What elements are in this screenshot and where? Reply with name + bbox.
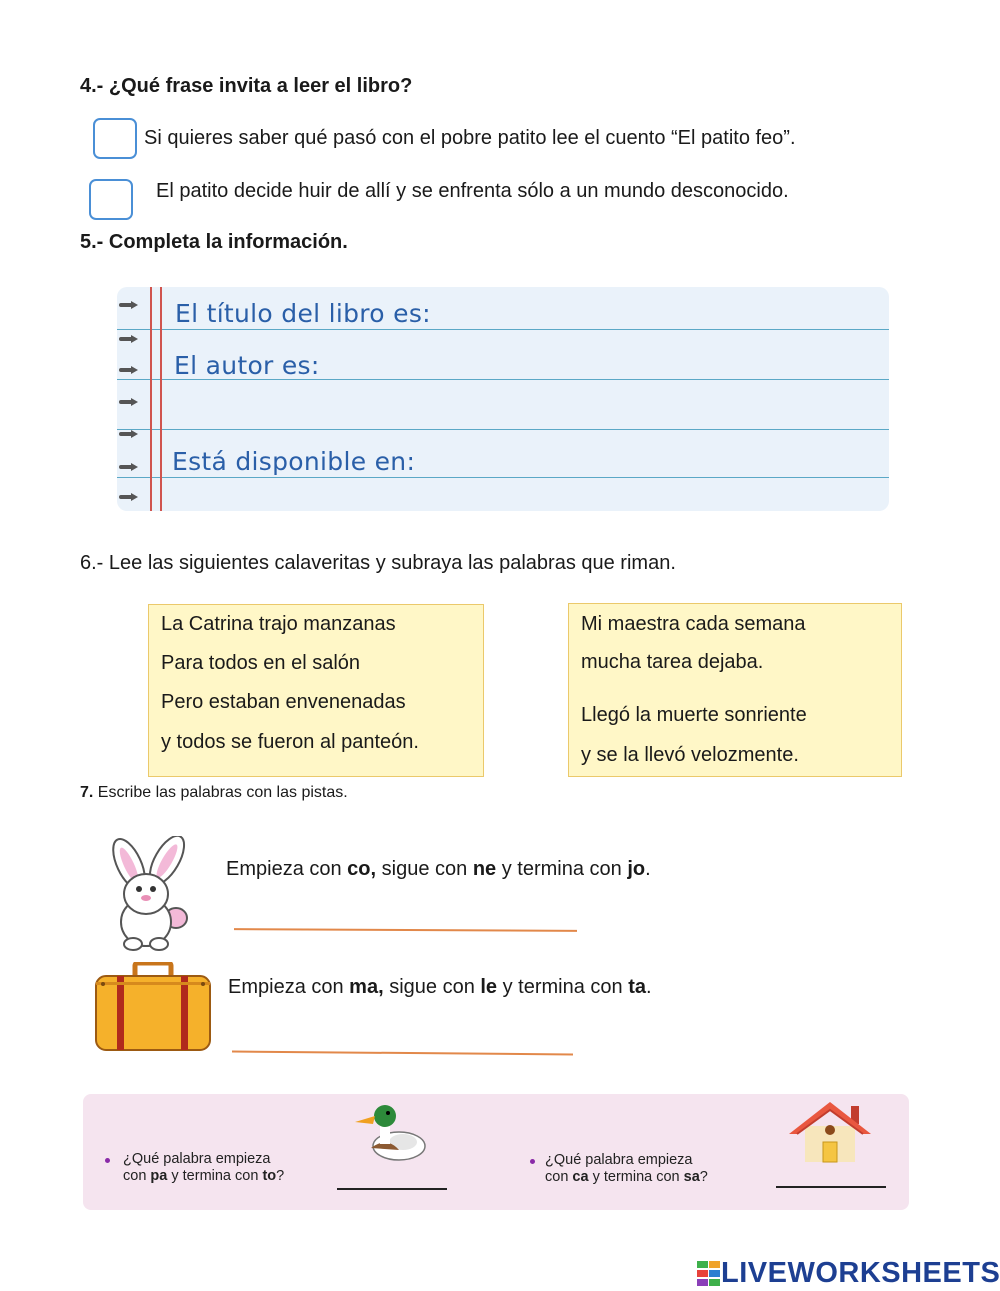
duck-icon	[347, 1102, 427, 1164]
poem-1-line[interactable]: La Catrina trajo manzanas	[161, 613, 396, 635]
poem-1-line[interactable]: y todos se fueron al panteón.	[161, 731, 419, 753]
option-1-text: Si quieres saber qué pasó con el pobre patito lee el cuento “El patito feo”.	[144, 127, 796, 149]
spiral-hole-icon	[119, 398, 139, 406]
poem-2-line[interactable]: Llegó la muerte sonriente	[581, 704, 807, 726]
riddle-1-answer-line[interactable]	[337, 1188, 447, 1190]
option-1-checkbox[interactable]	[93, 118, 137, 159]
clue-1-answer-line[interactable]	[234, 928, 577, 932]
author-label: El autor es:	[174, 351, 320, 380]
clue-2-text: Empieza con ma, sigue con le y termina con ta.	[228, 976, 652, 998]
poem-2	[568, 603, 902, 777]
spiral-hole-icon	[119, 430, 139, 438]
spiral-hole-icon	[119, 463, 139, 471]
suitcase-icon	[93, 962, 213, 1052]
poem-1-line[interactable]: Pero estaban envenenadas	[161, 691, 406, 713]
poem-2-line[interactable]: mucha tarea dejaba.	[581, 651, 764, 673]
bullet-icon	[105, 1158, 110, 1163]
option-2-checkbox[interactable]	[89, 179, 133, 220]
clue-2-answer-line[interactable]	[232, 1051, 573, 1056]
availability-label: Está disponible en:	[172, 447, 416, 476]
author-answer-field[interactable]	[327, 347, 877, 379]
rabbit-icon	[101, 836, 201, 954]
notebook-form	[117, 287, 889, 511]
title-label: El título del libro es:	[175, 299, 431, 328]
question-4-title: 4.- ¿Qué frase invita a leer el libro?	[80, 75, 413, 97]
poem-2-line[interactable]: y se la llevó velozmente.	[581, 744, 799, 766]
spiral-hole-icon	[119, 335, 139, 343]
question-7-title: 7. Escribe las palabras con las pistas.	[80, 784, 348, 801]
question-5-title: 5.- Completa la información.	[80, 231, 348, 253]
availability-answer-field[interactable]	[417, 445, 877, 477]
spiral-hole-icon	[119, 493, 139, 501]
poem-1	[148, 604, 484, 777]
spiral-hole-icon	[119, 366, 139, 374]
riddle-2-text: ¿Qué palabra empieza con ca y termina con sa?	[545, 1152, 708, 1185]
clue-1-text: Empieza con co, sigue con ne y termina con jo.	[226, 858, 651, 880]
question-6-title: 6.- Lee las siguientes calaveritas y subraya las palabras que riman.	[80, 552, 676, 574]
logo-blocks-icon	[697, 1261, 721, 1287]
liveworksheets-logo: LIVEWORKSHEETS	[697, 1257, 1000, 1290]
option-2-text: El patito decide huir de allí y se enfrenta sólo a un mundo desconocido.	[156, 180, 789, 202]
poem-1-line[interactable]: Para todos en el salón	[161, 652, 361, 674]
spiral-hole-icon	[119, 301, 139, 309]
riddle-1-text: ¿Qué palabra empieza con pa y termina con to?	[123, 1151, 285, 1184]
poem-2-line[interactable]: Mi maestra cada semana	[581, 613, 806, 635]
house-icon	[787, 1098, 873, 1164]
riddle-2-answer-line[interactable]	[776, 1186, 886, 1188]
bullet-icon	[530, 1159, 535, 1164]
title-answer-field[interactable]	[447, 297, 877, 329]
bottom-riddles-box	[83, 1094, 909, 1210]
